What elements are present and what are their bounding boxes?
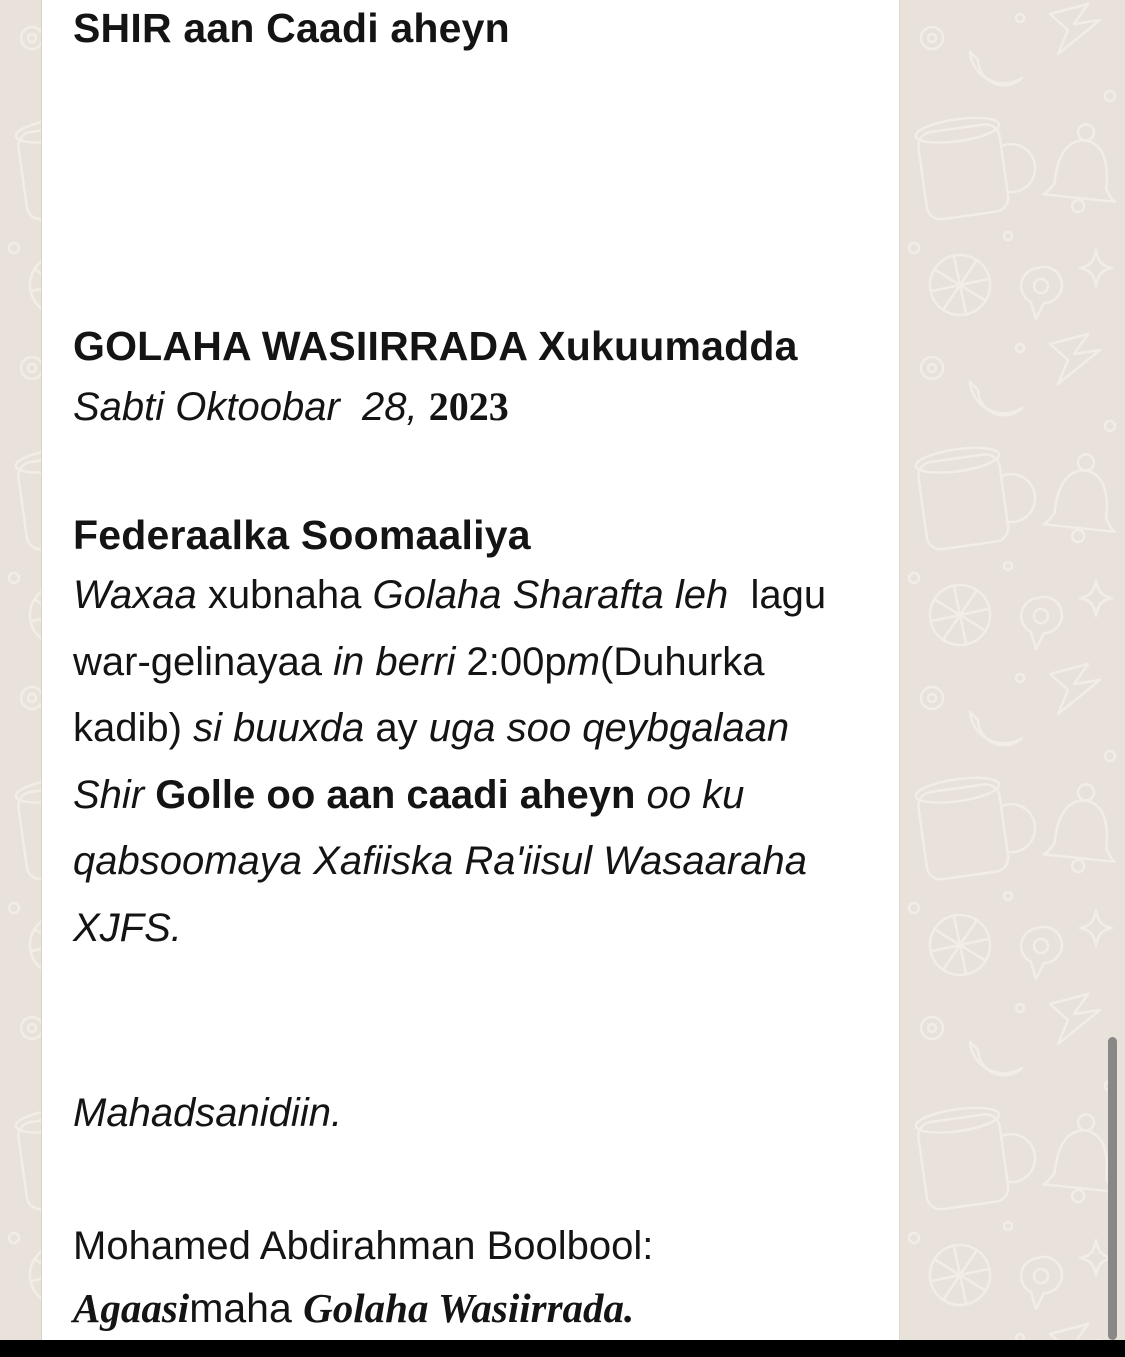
paragraph-line: XJFS. — [73, 905, 182, 950]
paragraph-line: kadib) si buuxda ay uga soo qeybgalaan — [73, 706, 790, 750]
scrollbar-thumb[interactable] — [1108, 1037, 1117, 1340]
bottom-bar — [0, 1340, 1125, 1357]
signature-role: Agaasimaha Golaha Wasiirrada. — [73, 1285, 635, 1331]
document-page — [41, 0, 900, 1340]
body-paragraph — [73, 562, 883, 961]
document-heading-line-2: Federaalka Soomaaliya — [73, 512, 531, 558]
document-heading-line-1: GOLAHA WASIIRRADA Xukuumadda — [73, 323, 798, 369]
paragraph-line: Waxaa xubnaha Golaha Sharafta leh lagu — [73, 573, 827, 617]
paragraph-line: Shir Golle oo aan caadi aheyn oo ku — [73, 772, 745, 817]
paragraph-line: qabsoomaya Xafiiska Ra'iisul Wasaaraha — [73, 839, 807, 883]
document-date: Sabti Oktoobar 28, 2023 — [73, 384, 509, 429]
closing-line: Mahadsanidiin. — [73, 1091, 343, 1135]
signature-name: Mohamed Abdirahman Boolbool: — [73, 1224, 654, 1268]
document-title: SHIR aan Caadi aheyn — [73, 5, 510, 51]
paragraph-line: war-gelinayaa in berri 2:00pm(Duhurka — [73, 639, 765, 684]
